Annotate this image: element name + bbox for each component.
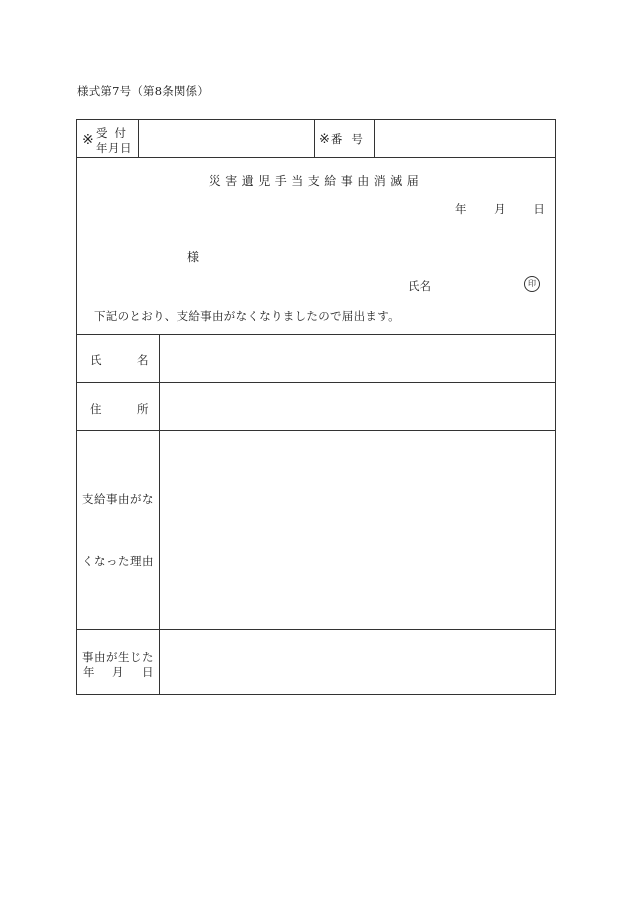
number-field[interactable] xyxy=(375,120,555,157)
address-label-char1: 住 xyxy=(90,402,102,416)
occurred-day-label: 日 xyxy=(142,665,154,679)
form-id: 様式第7号（第8条関係） xyxy=(77,84,210,98)
occurred-year-label: 年 xyxy=(83,665,95,679)
name-label-char1: 氏 xyxy=(90,353,102,367)
signer-name-label: 氏名 xyxy=(408,279,431,293)
address-label-char2: 所 xyxy=(137,402,149,416)
reason-field[interactable] xyxy=(160,431,555,629)
receipt-label-line2: 年月日 xyxy=(96,141,132,155)
reference-mark: ※ xyxy=(319,132,330,147)
name-field[interactable] xyxy=(160,335,555,382)
number-label xyxy=(319,131,372,147)
occurred-month-label: 月 xyxy=(112,665,124,679)
divider-header-bottom xyxy=(76,157,556,158)
date-year-label: 年 xyxy=(455,202,467,216)
receipt-label-line1: 受付 xyxy=(96,126,133,140)
submission-date[interactable] xyxy=(455,201,545,217)
document-title: 災害遺児手当支給事由消滅届 xyxy=(208,174,424,188)
reason-label-line1: 支給事由がな xyxy=(82,492,154,506)
date-day-label: 日 xyxy=(533,202,545,216)
reference-mark: ※ xyxy=(82,132,94,148)
seal-icon: 印 xyxy=(524,276,540,292)
reason-label-line2: くなった理由 xyxy=(82,554,154,568)
occurred-label-line1: 事由が生じた xyxy=(82,650,154,664)
receipt-date-label xyxy=(81,121,137,157)
number-label-text: 番号 xyxy=(330,132,372,146)
address-field[interactable] xyxy=(160,383,555,430)
date-month-label: 月 xyxy=(494,202,506,216)
recipient-suffix: 様 xyxy=(187,250,200,264)
divider-number-label-left xyxy=(314,119,315,157)
declaration-notice: 下記のとおり、支給事由がなくなりましたので届出ます。 xyxy=(94,309,400,323)
occurred-date-field[interactable] xyxy=(160,630,555,694)
name-label-char2: 名 xyxy=(137,353,149,367)
receipt-date-field[interactable] xyxy=(139,120,314,157)
